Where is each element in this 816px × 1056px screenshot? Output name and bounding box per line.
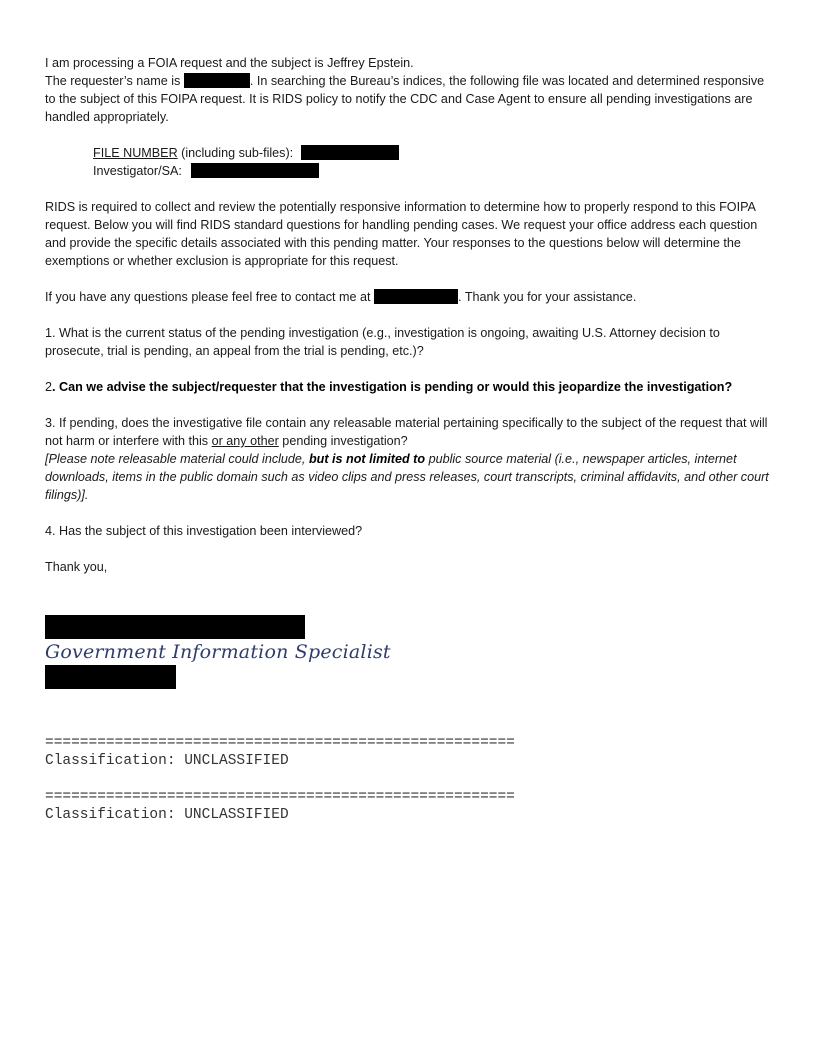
redaction-signature-name — [45, 615, 305, 639]
email-body — [45, 54, 775, 576]
question-4: 4. Has the subject of this investigation been interviewed? — [45, 524, 363, 538]
question-2-text: . Can we advise the subject/requester that the investigation is pending or would this jeopardize the investigation? — [52, 380, 733, 394]
contact-suffix: . Thank you for your assistance. — [458, 290, 637, 304]
question-3-suffix: pending investigation? — [278, 434, 408, 448]
intro-line-1: I am processing a FOIA request and the subject is Jeffrey Epstein. — [45, 56, 414, 70]
question-3-prefix: 3. If pending, does the investigative file contain any releasable material pertaining specifically to the subject of the request that will not harm or interfere with this — [45, 416, 768, 448]
question-2-number: 2 — [45, 380, 53, 394]
classification-label-1: Classification: UNCLASSIFIED — [45, 753, 289, 769]
intro-paragraph-rest: . In searching the Bureau’s indices, the following file was located and determined responsive to the subject of this FOIPA request. It is RIDS policy to notify the CDC and Case Agent to ensure all pending investigations are handled appropriately. — [45, 74, 765, 124]
file-number-row — [45, 144, 775, 162]
classification-footer-1 — [45, 734, 515, 770]
file-number-label: FILE NUMBER — [93, 146, 178, 160]
signature-title: Government Information Specialist — [45, 641, 391, 663]
classification-label-2: Classification: UNCLASSIFIED — [45, 807, 289, 823]
redaction-file-number — [301, 145, 399, 160]
note-prefix: [Please note releasable material could include, — [45, 452, 309, 466]
question-3-underline: or any other — [211, 434, 279, 448]
classification-footer-2 — [45, 788, 515, 824]
question-3 — [45, 414, 775, 450]
investigator-label: Investigator/SA: — [93, 164, 182, 178]
requester-prefix: The requester’s name is — [45, 74, 181, 88]
question-3-note — [45, 450, 775, 504]
redaction-contact — [374, 289, 458, 304]
redaction-requester-name — [184, 73, 250, 88]
signature-block — [45, 615, 391, 689]
redaction-signature-contact — [45, 665, 176, 689]
closing-thanks: Thank you, — [45, 560, 108, 574]
redaction-investigator — [191, 163, 319, 178]
question-2 — [45, 378, 775, 396]
rids-paragraph: RIDS is required to collect and review the potentially responsive information to determine how to properly respond to this FOIPA request. Below you will find RIDS standard questions for handling pending cases. We request your office address each question and provide the specific details associated with this pending matter. Your responses to the questions below will determine the exemptions or whether exclusion is appropriate for this request. — [45, 200, 758, 268]
contact-prefix: If you have any questions please feel free to contact me at — [45, 290, 371, 304]
intro-paragraph — [45, 72, 775, 126]
separator-line-1: ====================================================== — [45, 735, 515, 751]
investigator-row — [45, 162, 775, 180]
contact-line — [45, 288, 775, 306]
file-number-suffix: (including sub-files): — [177, 146, 294, 160]
note-bold: but is not limited to — [308, 452, 426, 466]
separator-line-2: ====================================================== — [45, 789, 515, 805]
note-suffix: public source material (i.e., newspaper articles, internet downloads, items in the public domain such as video clips and press releases, court transcripts, criminal affidavits, and other court filings)]. — [45, 452, 769, 502]
question-1: 1. What is the current status of the pending investigation (e.g., investigation is ongoing, awaiting U.S. Attorney decision to prosecute, trial is pending, an appeal from the trial is pending, etc.)? — [45, 326, 720, 358]
